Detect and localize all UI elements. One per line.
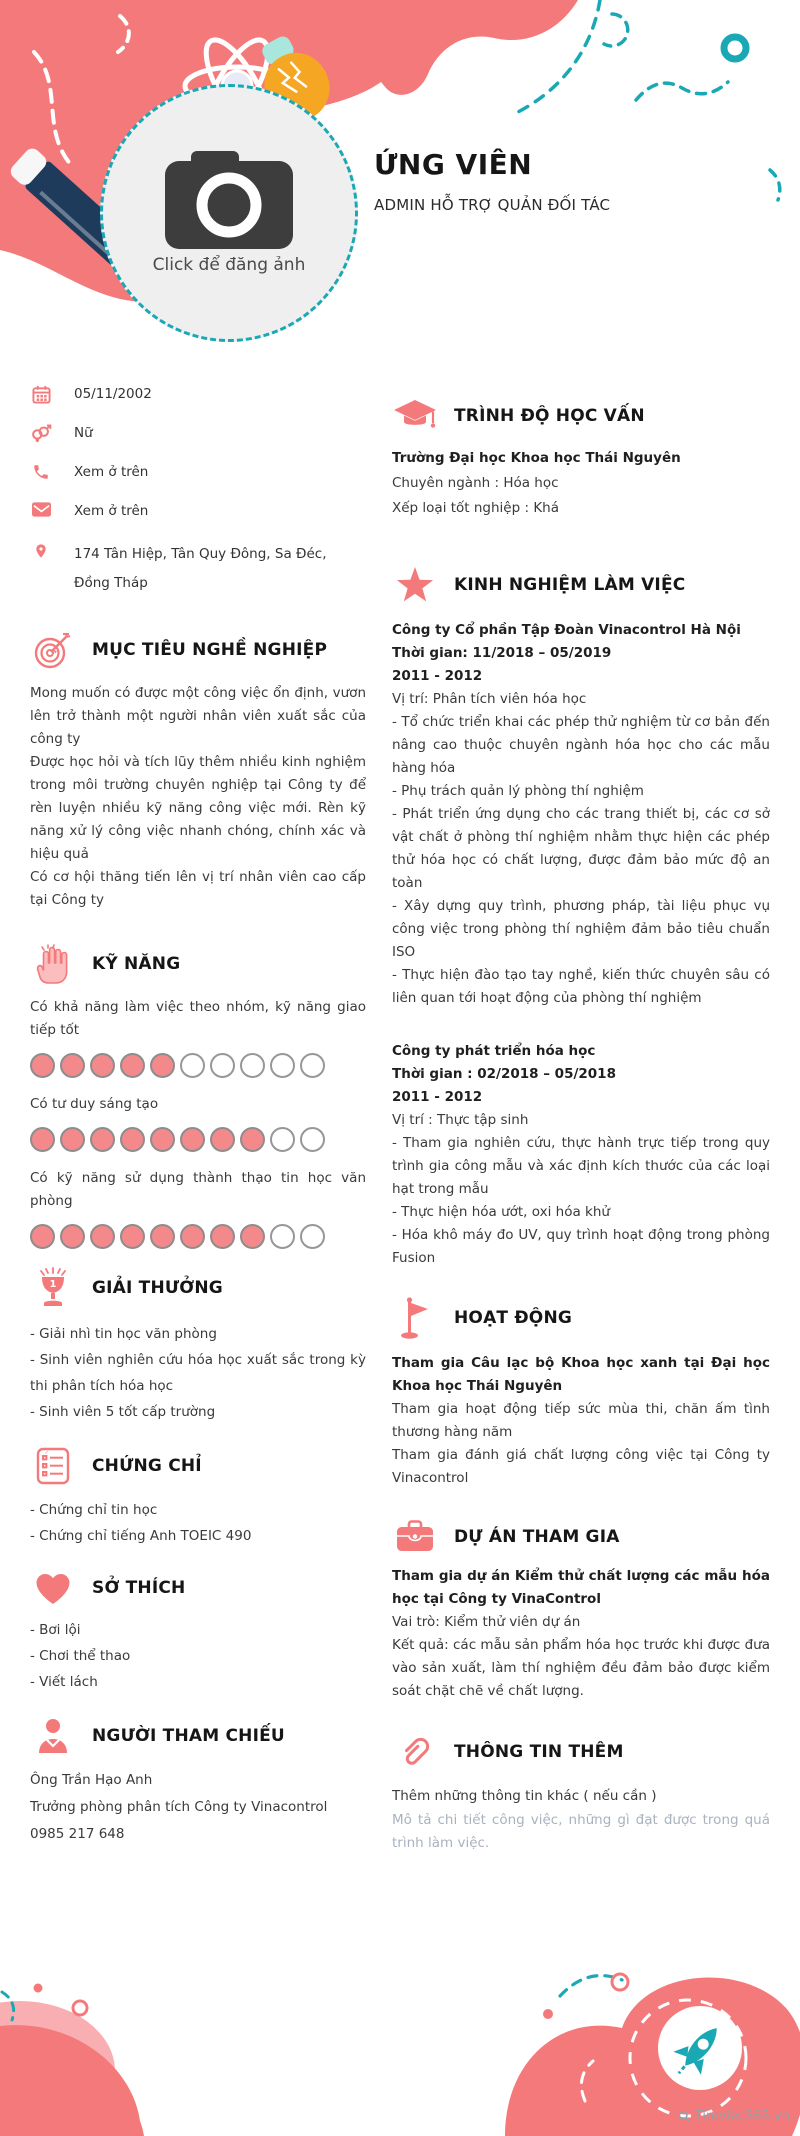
skill-rating	[30, 1053, 366, 1078]
job-entry	[392, 619, 770, 1010]
rating-dot-filled	[60, 1224, 85, 1249]
additional-line: Thêm những thông tin khác ( nếu cần )	[392, 1788, 657, 1804]
rating-dot-filled	[90, 1127, 115, 1152]
content	[0, 368, 800, 1855]
section-experience	[392, 565, 770, 1270]
photo-placeholder-text: Click để đăng ảnh	[152, 255, 306, 275]
briefcase-icon	[392, 1520, 438, 1553]
section-objective	[30, 630, 366, 912]
reference-line: Trưởng phòng phân tích Công ty Vinacontrol	[30, 1799, 328, 1815]
rating-dot-filled	[30, 1053, 55, 1078]
contact-value: 05/11/2002	[74, 386, 152, 402]
rating-dot-filled	[30, 1127, 55, 1152]
camera-icon	[163, 151, 295, 251]
footer-decoration	[0, 1896, 800, 2136]
skill-item	[30, 1167, 366, 1249]
project-item: Vai trò: Kiểm thử viên dự án	[392, 1614, 581, 1630]
heart-icon	[30, 1571, 76, 1605]
contact-row-gender	[30, 423, 366, 444]
magnifier-icon	[678, 2110, 691, 2123]
rating-dot-filled	[150, 1127, 175, 1152]
left-column	[30, 368, 366, 1855]
skill-item	[30, 996, 366, 1078]
job-detail: - Thực hiện đào tạo tay nghề, kiến thức chuyên sâu có liên quan tới hoạt động của phòng thí nghiệm	[392, 967, 770, 1006]
rating-dot-filled	[30, 1224, 55, 1249]
section-title: MỤC TIÊU NGHỀ NGHIỆP	[92, 640, 328, 660]
skill-label: Có khả năng làm việc theo nhóm, kỹ năng giao tiếp tốt	[30, 999, 366, 1038]
reference-line: Ông Trần Hạo Anh	[30, 1772, 153, 1788]
certificate-item: - Chứng chỉ tiếng Anh TOEIC 490	[30, 1528, 252, 1544]
project-lead: Tham gia dự án Kiểm thử chất lượng các mẫu hóa học tại Công ty VinaControl	[392, 1568, 770, 1607]
rating-dot-empty	[210, 1053, 235, 1078]
job-detail: - Thực hiện hóa ướt, oxi hóa khử	[392, 1204, 610, 1220]
skill-rating	[30, 1127, 366, 1152]
section-title: HOẠT ĐỘNG	[454, 1308, 573, 1328]
rating-dot-filled	[210, 1127, 235, 1152]
rating-dot-filled	[90, 1224, 115, 1249]
paperclip-icon	[392, 1733, 438, 1771]
job-years: 2011 - 2012	[392, 1089, 483, 1105]
rating-dot-filled	[120, 1053, 145, 1078]
rating-dot-empty	[240, 1053, 265, 1078]
award-item: - Sinh viên 5 tốt cấp trường	[30, 1404, 216, 1420]
rating-dot-empty	[300, 1224, 325, 1249]
award-item: - Sinh viên nghiên cứu hóa học xuất sắc trong kỳ thi phân tích hóa học	[30, 1352, 366, 1394]
contact-value: Xem ở trên	[74, 503, 149, 519]
activity-lead: Tham gia Câu lạc bộ Khoa học xanh tại Đại học Khoa học Thái Nguyên	[392, 1355, 770, 1394]
education-school: Trường Đại học Khoa học Thái Nguyên	[392, 450, 681, 466]
section-title: GIẢI THƯỞNG	[92, 1278, 223, 1298]
contact-row-email	[30, 501, 366, 522]
job-detail: - Phụ trách quản lý phòng thí nghiệm	[392, 783, 644, 799]
rating-dot-filled	[90, 1053, 115, 1078]
contact-list	[30, 384, 366, 598]
section-title: CHỨNG CHỈ	[92, 1456, 202, 1476]
contact-row-phone	[30, 462, 366, 483]
additional-placeholder: Mô tả chi tiết công việc, những gì đạt được trong quá trình làm việc.	[392, 1812, 770, 1851]
section-title: KINH NGHIỆM LÀM VIỆC	[454, 575, 686, 595]
reference-line: 0985 217 648	[30, 1826, 125, 1842]
section-title: SỞ THÍCH	[92, 1578, 186, 1598]
header	[0, 0, 800, 368]
skill-item	[30, 1093, 366, 1152]
svg-text:✓: ✓	[44, 1450, 49, 1456]
rating-dot-filled	[60, 1053, 85, 1078]
certificate-item: - Chứng chỉ tin học	[30, 1502, 158, 1518]
job-detail: - Xây dựng quy trình, phương pháp, tài liệu phục vụ công việc trong phòng thí nghiệm đảm bảo tiêu chuẩn ISO	[392, 898, 770, 960]
job-detail: - Tham gia nghiên cứu, thực hành trực tiếp trong quy trình gia công mẫu và xác định kích thước của các loại hạt trong mẫu	[392, 1135, 770, 1197]
watermark-text: Timviec365.vn	[694, 2109, 790, 2124]
flag-icon	[392, 1296, 438, 1340]
rating-dot-filled	[120, 1224, 145, 1249]
coral-ring	[612, 1974, 628, 1990]
contact-value: 174 Tân Hiệp, Tân Quy Đông, Sa Đéc, Đồng Tháp	[74, 546, 327, 591]
right-column	[392, 368, 770, 1855]
section-certificates	[30, 1447, 366, 1549]
rating-dot-empty	[180, 1053, 205, 1078]
rating-dot-filled	[150, 1224, 175, 1249]
phone-icon	[30, 463, 52, 481]
certificate-icon	[30, 1447, 76, 1485]
section-activities	[392, 1296, 770, 1490]
coral-dot	[34, 1984, 43, 1993]
star-icon	[392, 565, 438, 605]
objective-paragraph: Được học hỏi và tích lũy thêm nhiều kinh nghiệm trong môi trường chuyên nghiệp tại Công ty để rèn luyện nhiều kỹ năng công việc mới. Rèn kỹ năng xử lý công việc nhanh chóng, chính xác và hiệu quả	[30, 754, 366, 862]
graduation-cap-icon	[392, 398, 438, 434]
section-projects	[392, 1520, 770, 1703]
section-references	[30, 1717, 366, 1848]
skill-label: Có tư duy sáng tạo	[30, 1096, 159, 1112]
candidate-position: ADMIN HỖ TRỢ QUẢN ĐỐI TÁC	[374, 196, 611, 214]
skill-label: Có kỹ năng sử dụng thành thạo tin học văn phòng	[30, 1170, 366, 1209]
objective-paragraph: Mong muốn có được một công việc ổn định, vươn lên trở thành một người nhân viên xuất sắc của công ty	[30, 685, 366, 747]
location-icon	[30, 541, 52, 561]
activity-item: Tham gia đánh giá chất lượng công việc tại Công ty Vinacontrol	[392, 1447, 770, 1486]
section-skills	[30, 944, 366, 1249]
rating-dot-empty	[270, 1127, 295, 1152]
rating-dot-filled	[120, 1127, 145, 1152]
job-detail: - Tổ chức triển khai các phép thử nghiệm từ cơ bản đến nâng cao thuộc chuyên ngành hóa học cho các mẫu hàng hóa	[392, 714, 770, 776]
rating-dot-empty	[300, 1127, 325, 1152]
job-role: Vị trí : Thực tập sinh	[392, 1112, 529, 1128]
rating-dot-filled	[60, 1127, 85, 1152]
section-title: NGƯỜI THAM CHIẾU	[92, 1726, 285, 1746]
rating-dot-filled	[210, 1224, 235, 1249]
contact-value: Nữ	[74, 425, 93, 441]
photo-upload[interactable]	[100, 84, 358, 342]
job-period: Thời gian: 11/2018 – 05/2019	[392, 645, 612, 661]
dashed-squiggle	[636, 82, 728, 100]
rocket-icon	[658, 2006, 742, 2090]
coral-dot	[543, 2009, 553, 2019]
trophy-icon	[30, 1267, 76, 1309]
education-line: Chuyên ngành : Hóa học	[392, 475, 559, 491]
contact-row-address	[30, 540, 366, 598]
job-role: Vị trí: Phân tích viên hóa học	[392, 691, 587, 707]
email-icon	[30, 502, 52, 517]
candidate-name: ỨNG VIÊN	[374, 148, 533, 181]
target-icon	[30, 630, 76, 670]
job-detail: - Phát triển ứng dụng cho các trang thiết bị, các cơ sở vật chất ở phòng thí nghiệm nhằm thực hiện các phép thử hóa học có chất lượng, được đảm bảo mức độ an toàn	[392, 806, 770, 891]
award-item: - Giải nhì tin học văn phòng	[30, 1326, 217, 1342]
job-company: Công ty phát triển hóa học	[392, 1043, 596, 1059]
hobby-item: - Bơi lội	[30, 1622, 81, 1638]
rating-dot-empty	[270, 1053, 295, 1078]
rating-dot-filled	[240, 1224, 265, 1249]
education-line: Xếp loại tốt nghiệp : Khá	[392, 500, 559, 516]
contact-value: Xem ở trên	[74, 464, 149, 480]
contact-row-birthday	[30, 384, 366, 405]
donut-circle	[724, 37, 746, 59]
section-education	[392, 398, 770, 521]
section-additional	[392, 1733, 770, 1855]
job-entry	[392, 1040, 770, 1270]
title-block	[374, 148, 610, 214]
dashed-arc	[770, 170, 780, 200]
coral-blob	[0, 2025, 144, 2136]
section-title: THÔNG TIN THÊM	[454, 1742, 624, 1762]
rating-dot-filled	[180, 1224, 205, 1249]
hand-icon	[30, 944, 76, 984]
rating-dot-filled	[150, 1053, 175, 1078]
job-detail: - Hóa khô máy đo UV, quy trình hoạt động trong phòng Fusion	[392, 1227, 770, 1266]
person-icon	[30, 1717, 76, 1755]
section-title: KỸ NĂNG	[92, 954, 181, 974]
activity-item: Tham gia hoạt động tiếp sức mùa thi, chăn ấm tình thương hàng năm	[392, 1401, 770, 1440]
job-company: Công ty Cổ phần Tập Đoàn Vinacontrol Hà Nội	[392, 622, 741, 638]
section-hobbies	[30, 1571, 366, 1695]
job-period: Thời gian : 02/2018 – 05/2018	[392, 1066, 616, 1082]
skill-rating	[30, 1224, 366, 1249]
rating-dot-filled	[180, 1127, 205, 1152]
calendar-icon	[30, 385, 52, 404]
objective-paragraph: Có cơ hội thăng tiến lên vị trí nhân viên cao cấp tại Công ty	[30, 869, 366, 908]
section-title: TRÌNH ĐỘ HỌC VẤN	[454, 406, 645, 426]
coral-ring	[73, 2001, 87, 2015]
hobby-item: - Viết lách	[30, 1674, 98, 1690]
section-title: DỰ ÁN THAM GIA	[454, 1526, 620, 1547]
svg-text:1: 1	[49, 1279, 57, 1290]
watermark	[678, 2109, 790, 2124]
hobby-item: - Chơi thể thao	[30, 1648, 131, 1664]
job-years: 2011 - 2012	[392, 668, 483, 684]
rating-dot-empty	[270, 1224, 295, 1249]
dashed-curl	[604, 14, 628, 46]
rating-dot-filled	[240, 1127, 265, 1152]
gender-icon	[30, 424, 52, 443]
rating-dot-empty	[300, 1053, 325, 1078]
project-item: Kết quả: các mẫu sản phẩm hóa học trước khi được đưa vào sản xuất, làm thí nghiệm đều đảm bảo được kiểm soát chặt chẽ về chất lượng.	[392, 1637, 770, 1699]
section-awards	[30, 1267, 366, 1425]
